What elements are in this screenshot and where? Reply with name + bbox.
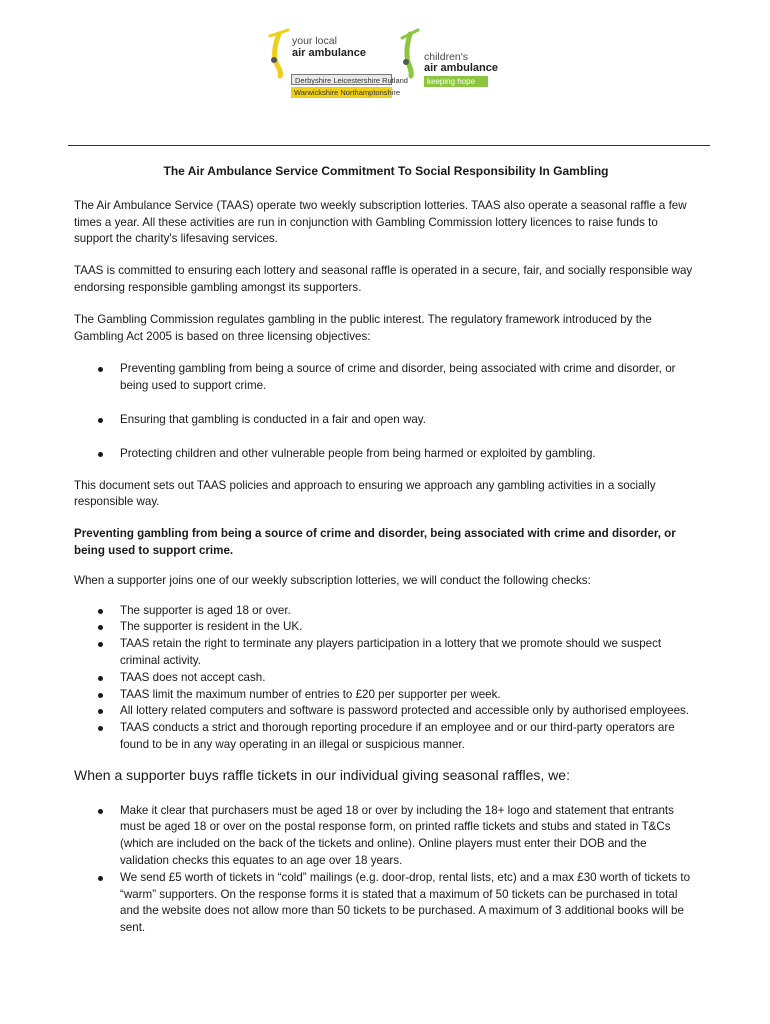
logo1-line2: air ambulance [292, 47, 366, 59]
logo1-line1: your local [292, 35, 337, 47]
document-body [74, 163, 698, 937]
list-item: Ensuring that gambling is conducted in a fair and open way. [74, 412, 698, 429]
list-item: Protecting children and other vulnerable people from being harmed or exploited by gambling. [74, 446, 698, 463]
logo1-region2: Warwickshire Northamptonshire [291, 87, 392, 98]
list-item: Preventing gambling from being a source of crime and disorder, being associated with crime and disorder, or being used to support crime. [74, 361, 698, 395]
list-item: We send £5 worth of tickets in “cold” mailings (e.g. door-drop, rental lists, etc) and a max £30 worth of tickets to “warm” supporters. On the response forms it is stated that a maximum of 50 tickets can be purchased in total and the website does not allow more than 50 tickets to be purchased. A maximum of 3 additional books will be sent. [74, 870, 698, 937]
section-heading-crime: Preventing gambling from being a source of crime and disorder, being associated with crime and disorder, or being used to support crime. [74, 527, 676, 557]
helicopter-icon [266, 28, 292, 78]
logo2-line1: children's [424, 51, 469, 63]
checks-list [74, 603, 698, 754]
list-item: All lottery related computers and software is password protected and accessible only by authorised employees. [74, 703, 698, 720]
list-item: TAAS retain the right to terminate any players participation in a lottery that we promote should we suspect criminal activity. [74, 636, 698, 670]
list-item: TAAS limit the maximum number of entries to £20 per supporter per week. [74, 687, 698, 704]
helicopter-icon [398, 28, 424, 78]
list-item: The supporter is aged 18 or over. [74, 603, 698, 620]
licensing-objectives-list [74, 361, 698, 462]
logo2-tagline: keeping hope alive [424, 76, 488, 87]
list-item: TAAS does not accept cash. [74, 670, 698, 687]
list-item: The supporter is resident in the UK. [74, 619, 698, 636]
childrens-air-ambulance-logo [398, 26, 498, 97]
document-title: The Air Ambulance Service Commitment To Social Responsibility In Gambling [163, 164, 609, 178]
header-logos [0, 26, 770, 106]
paragraph-checks-intro: When a supporter joins one of our weekly subscription lotteries, we will conduct the following checks: [74, 573, 591, 587]
list-item: TAAS conducts a strict and thorough reporting procedure if an employee and or our third-party operators are found to be in any way operating in an illegal or suspicious manner. [74, 720, 698, 754]
header-divider [68, 145, 710, 146]
raffle-list [74, 803, 698, 937]
paragraph-regulation: The Gambling Commission regulates gambling in the public interest. The regulatory framework introduced by the Gambling Act 2005 is based on three licensing objectives: [74, 312, 652, 343]
logo1-region1: Derbyshire Leicestershire Rutland [291, 74, 392, 85]
section-heading-raffle: When a supporter buys raffle tickets in our individual giving seasonal raffles, we: [74, 766, 570, 783]
paragraph-intro: The Air Ambulance Service (TAAS) operate two weekly subscription lotteries. TAAS also operate a seasonal raffle a few times a year. All these activities are run in conjunction with Gambling Commission lottery licences to raise funds to support the charity's lifesaving services. [74, 198, 687, 246]
list-item: Make it clear that purchasers must be aged 18 or over by including the 18+ logo and statement that entrants must be aged 18 or over on the postal response form, on printed raffle tickets and stubs and stated in T&Cs (which are included on the back of the tickets and online). Online players must enter their DOB and the validation checks this equates to an age over 18 years. [74, 803, 698, 870]
paragraph-commitment: TAAS is committed to ensuring each lottery and seasonal raffle is operated in a secure, fair, and socially responsible way endorsing responsible gambling amongst its supporters. [74, 264, 693, 294]
logo2-line2: air ambulance [424, 62, 498, 74]
paragraph-purpose: This document sets out TAAS policies and approach to ensuring we approach any gambling activities in a socially responsible way. [74, 478, 656, 509]
your-local-air-ambulance-logo [266, 26, 408, 102]
